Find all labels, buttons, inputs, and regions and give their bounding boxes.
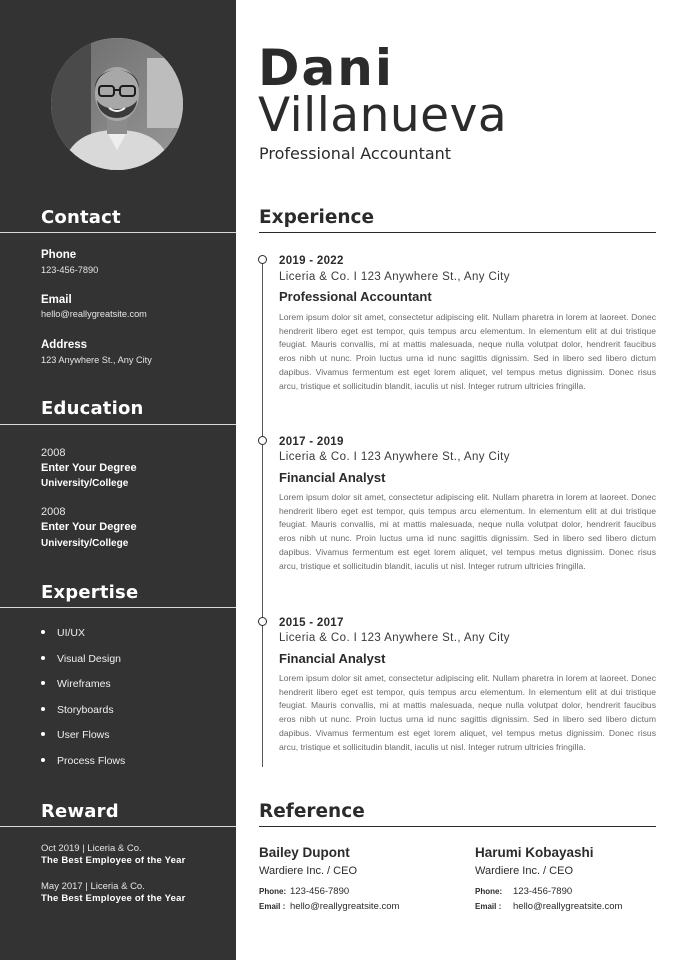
- expertise-item-label: Process Flows: [57, 755, 126, 767]
- reference-email-label: Email :: [259, 902, 286, 911]
- reward-divider: [0, 826, 236, 827]
- expertise-item: [41, 755, 125, 767]
- job-period: 2015 - 2017: [279, 617, 344, 629]
- job-role: Professional Accountant: [279, 289, 432, 304]
- job-role: Financial Analyst: [279, 651, 386, 666]
- reference-phone-label: Phone:: [259, 887, 287, 896]
- experience-heading: Experience: [259, 207, 375, 228]
- job-period: 2017 - 2019: [279, 436, 344, 448]
- reference-email[interactable]: hello@reallygreatsite.com: [290, 901, 400, 912]
- reference-role: Wardiere Inc. / CEO: [259, 865, 358, 877]
- reward-title: The Best Employee of the Year: [41, 855, 186, 866]
- expertise-divider: [0, 607, 236, 608]
- last-name: Villanueva: [258, 88, 508, 143]
- education-degree: Enter Your Degree: [41, 521, 137, 533]
- bullet-icon: [41, 732, 45, 736]
- timeline-dot-icon: [258, 617, 267, 626]
- reference-phone-label: Phone:: [475, 887, 503, 896]
- job-company: Liceria & Co. I 123 Anywhere St., Any City: [279, 632, 510, 644]
- reference-email-label: Email :: [475, 902, 502, 911]
- address-label: Address: [41, 339, 88, 351]
- reference-name: Bailey Dupont: [259, 845, 350, 860]
- contact-divider: [0, 232, 236, 233]
- expertise-item: [41, 627, 85, 639]
- expertise-heading: Expertise: [41, 582, 139, 603]
- contact-heading: Contact: [41, 207, 121, 228]
- reference-name: Harumi Kobayashi: [475, 845, 594, 860]
- expertise-item-label: Visual Design: [57, 653, 122, 665]
- bullet-icon: [41, 681, 45, 685]
- job-period: 2019 - 2022: [279, 255, 344, 267]
- education-school: University/College: [41, 538, 129, 549]
- experience-divider: [259, 232, 656, 233]
- reference-role: Wardiere Inc. / CEO: [475, 865, 574, 877]
- expertise-item-label: UI/UX: [57, 627, 86, 639]
- education-degree: Enter Your Degree: [41, 462, 137, 474]
- expertise-item-label: Storyboards: [57, 704, 114, 716]
- first-name: Dani: [258, 39, 394, 97]
- timeline-line: [262, 262, 263, 767]
- job-title: Professional Accountant: [259, 144, 452, 163]
- education-year: 2008: [41, 447, 66, 459]
- reward-meta: May 2017 | Liceria & Co.: [41, 881, 145, 892]
- reference-phone: 123-456-7890: [513, 886, 573, 897]
- job-description: Lorem ipsum dolor sit amet, consectetur adipiscing elit. Nullam pharetra in lorem at laoreet. Donec hendrerit libero eget est tempor, quis tempus arcu elementum. In elementum elit at dui tristique feugiat. Mauris convallis, mi at mattis malesuada, neque nulla volutpat dolor, hendrerit faucibus eros nibh ut nunc. Proin luctus urna id nunc sagittis dignissim. Sed in libero sed libero dictum dapibus. Vivamus fermentum est eget lorem aliquet, vel tempus metus dignissim. Donec risus arcu, tristique et sollicitudin blandit, iaculis ut nisl. Integer rutrum ultricies fringilla.: [279, 312, 656, 391]
- reference-phone: 123-456-7890: [290, 886, 350, 897]
- profile-photo: [51, 38, 183, 170]
- phone-label: Phone: [41, 249, 77, 261]
- address-value: 123 Anywhere St., Any City: [41, 355, 152, 365]
- reward-heading: Reward: [41, 801, 119, 822]
- job-role: Financial Analyst: [279, 470, 386, 485]
- job-company: Liceria & Co. I 123 Anywhere St., Any City: [279, 271, 510, 283]
- reward-meta: Oct 2019 | Liceria & Co.: [41, 843, 142, 854]
- sidebar: [0, 0, 236, 960]
- reference-divider: [259, 826, 656, 827]
- education-divider: [0, 424, 236, 425]
- bullet-icon: [41, 656, 45, 660]
- expertise-item: [41, 729, 110, 741]
- education-school: University/College: [41, 478, 129, 489]
- expertise-item: [41, 678, 111, 690]
- expertise-item: [41, 704, 114, 716]
- education-year: 2008: [41, 506, 66, 518]
- email-label: Email: [41, 294, 72, 306]
- reward-title: The Best Employee of the Year: [41, 893, 186, 904]
- phone-value: 123-456-7890: [41, 265, 99, 275]
- email-value[interactable]: hello@reallygreatsite.com: [41, 309, 147, 319]
- job-description: Lorem ipsum dolor sit amet, consectetur adipiscing elit. Nullam pharetra in lorem at laoreet. Donec hendrerit libero eget est tempor, quis tempus arcu elementum. In elementum elit at dui tristique feugiat. Mauris convallis, mi at mattis malesuada, neque nulla volutpat dolor, hendrerit faucibus eros nibh ut nunc. Proin luctus urna id nunc sagittis dignissim. Sed in libero sed libero dictum dapibus. Vivamus fermentum est eget lorem aliquet, vel tempus metus dignissim. Donec risus arcu, tristique et sollicitudin blandit, iaculis ut nisl. Integer rutrum ultricies fringilla.: [279, 492, 656, 571]
- expertise-item: [41, 653, 121, 665]
- reference-heading: Reference: [259, 801, 365, 822]
- job-company: Liceria & Co. I 123 Anywhere St., Any City: [279, 451, 510, 463]
- education-heading: Education: [41, 398, 144, 419]
- expertise-item-label: User Flows: [57, 729, 110, 741]
- reference-email[interactable]: hello@reallygreatsite.com: [513, 901, 623, 912]
- bullet-icon: [41, 707, 45, 711]
- timeline-dot-icon: [258, 255, 267, 264]
- bullet-icon: [41, 758, 45, 762]
- bullet-icon: [41, 630, 45, 634]
- timeline-dot-icon: [258, 436, 267, 445]
- job-description: Lorem ipsum dolor sit amet, consectetur adipiscing elit. Nullam pharetra in lorem at laoreet. Donec hendrerit libero eget est tempor, quis tempus arcu elementum. In elementum elit at dui tristique feugiat. Mauris convallis, mi at mattis malesuada, neque nulla volutpat dolor, hendrerit faucibus eros nibh ut nunc. Proin luctus urna id nunc sagittis dignissim. Sed in libero sed libero dictum dapibus. Vivamus fermentum est eget lorem aliquet, vel tempus metus dignissim. Donec risus arcu, tristique et sollicitudin blandit, iaculis ut nisl. Integer rutrum ultricies fringilla.: [279, 673, 656, 752]
- expertise-item-label: Wireframes: [57, 678, 111, 690]
